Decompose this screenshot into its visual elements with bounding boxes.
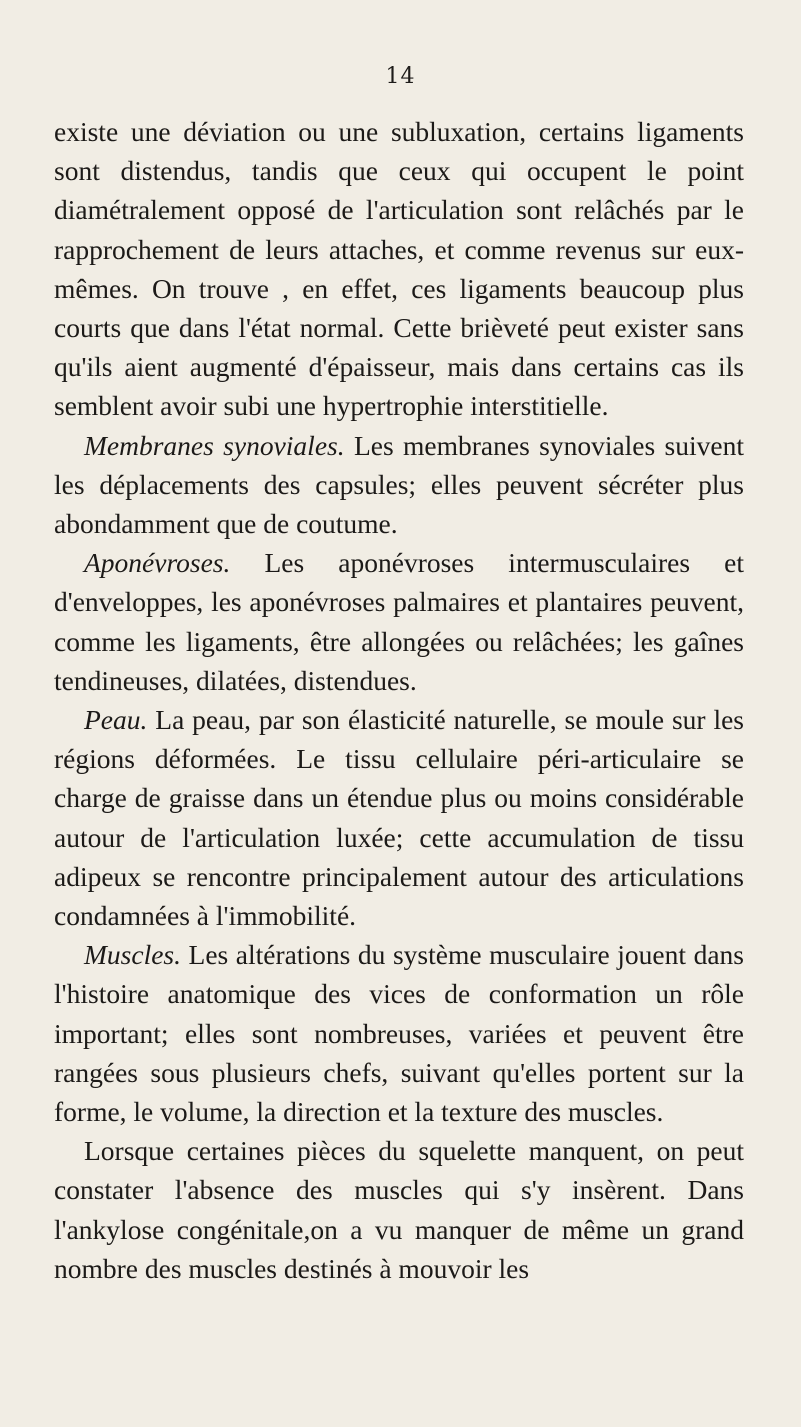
- paragraph-membranes-synoviales: [54, 426, 744, 544]
- section-heading-membranes-synoviales: Membranes synoviales.: [84, 429, 345, 461]
- section-heading-peau: Peau.: [84, 704, 148, 736]
- section-heading-muscles: Muscles.: [84, 939, 181, 971]
- paragraph-text: existe une déviation ou une subluxation, certains ligaments sont distendus, tandis que ceux qui occupent le point diamétralement opposé de l'articulation sont relâchés par le rapprochement de leurs attaches, et comme revenus sur eux-mêmes. On trouve , en effet, ces ligaments beaucoup plus courts que dans l'état normal. Cette brièveté peut exister sans qu'ils aient augmenté d'épaisseur, mais dans certains cas ils semblent avoir subi une hypertrophie interstitielle.: [54, 116, 744, 422]
- paragraph-peau: [54, 700, 744, 935]
- paragraph-muscles: [54, 935, 744, 1131]
- paragraph-text: Lorsque certaines pièces du squelette manquent, on peut constater l'absence des muscles qui s'y insèrent. Dans l'ankylose congénitale,on a vu manquer de même un grand nombre des muscles destinés à mouvoir les: [54, 1135, 744, 1284]
- page-number: 14: [385, 64, 416, 89]
- paragraph-text: Les altérations du système musculaire jouent dans l'histoire anatomique des vices de conformation un rôle important; elles sont nombreuses, variées et peuvent être rangées sous plusieurs chefs, suivant qu'elles portent sur la forme, le volume, la direction et la texture des muscles.: [54, 939, 744, 1128]
- paragraph-text: La peau, par son élasticité naturelle, se moule sur les régions déformées. Le tissu cellulaire péri-articulaire se charge de graisse dans un étendue plus ou moins considérable autour de l'articulation luxée; cette accumulation de tissu adipeux se rencontre principalement autour des articulations condamnées à l'immobilité.: [54, 704, 744, 932]
- paragraph-text: Les membranes synoviales suivent les déplacements des capsules; elles peuvent sécréter plus abondamment que de coutume.: [54, 429, 744, 540]
- section-heading-aponevroses: Aponévroses.: [84, 547, 231, 579]
- paragraph-ligaments: [54, 112, 744, 426]
- body-text: [54, 112, 744, 1288]
- paragraph-text: Les aponévroses intermusculaires et d'enveloppes, les aponévroses palmaires et plantaires peuvent, comme les ligaments, être allongées ou relâchées; les gaînes tendineuses, dilatées, distendues.: [54, 547, 744, 696]
- paragraph-aponevroses: [54, 543, 744, 700]
- paragraph-squelette: [54, 1131, 744, 1288]
